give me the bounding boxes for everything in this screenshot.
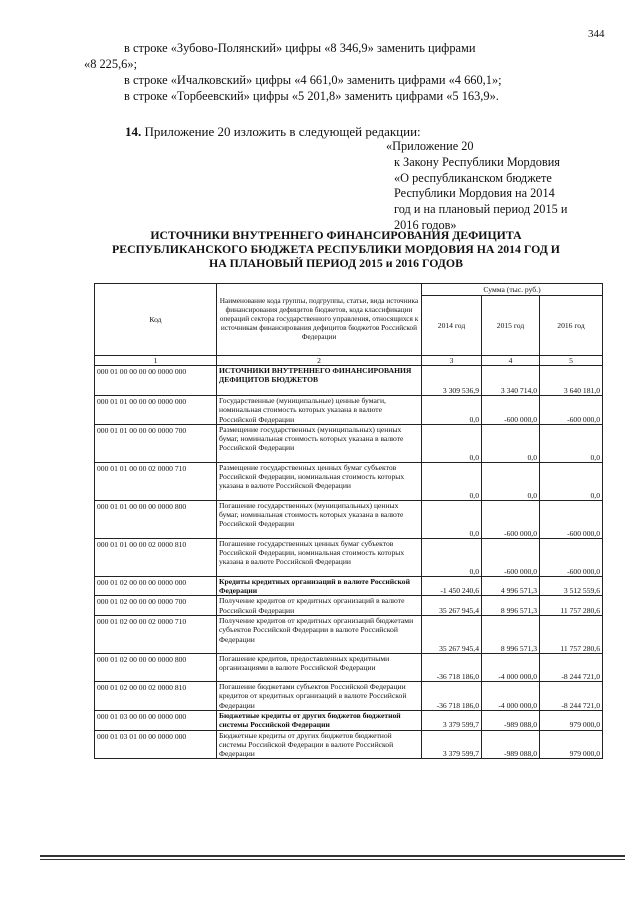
table-row: [95, 462, 603, 500]
appendix-line: 2016 годов»: [394, 217, 457, 232]
row-name: Бюджетные кредиты от других бюджетов бюджетной системы Российской Федерации в валюте Российской Федерации: [217, 730, 422, 759]
row-name: Погашение бюджетами субъектов Российской Федерации кредитов от кредитных организаций в валюте Российской Федерации: [217, 682, 422, 711]
row-value-2016: 3 512 559,6: [540, 576, 603, 596]
appendix-line: «Приложение 20: [386, 139, 474, 153]
row-value-2015: 0,0: [482, 424, 540, 462]
appendix-line: Республики Мордовия на 2014: [394, 186, 555, 201]
row-value-2014: -1 450 240,6: [422, 576, 482, 596]
row-value-2016: -600 000,0: [540, 538, 603, 576]
appendix-line: к Закону Республики Мордовия: [394, 154, 560, 169]
row-value-2015: -600 000,0: [482, 500, 540, 538]
row-value-2015: -600 000,0: [482, 538, 540, 576]
row-name: Погашение государственных ценных бумаг субъектов Российской Федерации, номинальная стоимость которых указана в валюте Российской Федерации: [217, 538, 422, 576]
section-text: Приложение 20 изложить в следующей редакции:: [144, 124, 421, 139]
amendment-text: [84, 40, 584, 104]
section-number: 14.: [125, 124, 142, 139]
row-value-2014: 35 267 945,4: [422, 616, 482, 654]
table-row: [95, 538, 603, 576]
row-value-2015: -989 088,0: [482, 710, 540, 730]
row-name: Кредиты кредитных организаций в валюте Российской Федерации: [217, 576, 422, 596]
row-value-2014: 3 309 536,9: [422, 366, 482, 396]
table-row: [95, 576, 603, 596]
row-value-2016: -600 000,0: [540, 396, 603, 425]
row-code: 000 01 02 00 00 00 0000 700: [95, 596, 217, 616]
table-row: [95, 710, 603, 730]
header-2014: 2014 год: [422, 296, 482, 356]
title-line: НА ПЛАНОВЫЙ ПЕРИОД 2015 и 2016 ГОДОВ: [209, 256, 463, 270]
row-value-2016: -600 000,0: [540, 500, 603, 538]
row-code: 000 01 02 00 00 02 0000 710: [95, 616, 217, 654]
row-code: 000 01 02 00 00 00 0000 800: [95, 654, 217, 682]
column-number: 4: [482, 356, 540, 366]
header-sum: Сумма (тыс. руб.): [422, 284, 603, 296]
table-body: [95, 356, 603, 759]
row-code: 000 01 02 00 00 00 0000 000: [95, 576, 217, 596]
row-code: 000 01 03 00 00 00 0000 000: [95, 710, 217, 730]
row-code: 000 01 00 00 00 00 0000 000: [95, 366, 217, 396]
table-row: [95, 730, 603, 759]
row-name: ИСТОЧНИКИ ВНУТРЕННЕГО ФИНАНСИРОВАНИЯ ДЕФИЦИТОВ БЮДЖЕТОВ: [217, 366, 422, 396]
row-value-2015: -4 000 000,0: [482, 682, 540, 711]
page-number: 344: [588, 28, 605, 40]
column-number: 1: [95, 356, 217, 366]
amendment-line: в строке «Торбеевский» цифры «5 201,8» заменить цифрами «5 163,9».: [124, 89, 499, 103]
row-value-2014: 0,0: [422, 462, 482, 500]
row-name: Получение кредитов от кредитных организаций в валюте Российской Федерации: [217, 596, 422, 616]
row-value-2015: -989 088,0: [482, 730, 540, 759]
row-code: 000 01 01 00 00 00 0000 000: [95, 396, 217, 425]
row-value-2016: 11 757 280,6: [540, 616, 603, 654]
row-value-2015: 8 996 571,3: [482, 616, 540, 654]
table-row: [95, 654, 603, 682]
row-value-2016: -8 244 721,0: [540, 654, 603, 682]
table-row: [95, 366, 603, 396]
row-value-2016: -8 244 721,0: [540, 682, 603, 711]
document-title: [84, 228, 588, 270]
table-row: [95, 682, 603, 711]
row-value-2015: 8 996 571,3: [482, 596, 540, 616]
row-code: 000 01 01 00 00 00 0000 700: [95, 424, 217, 462]
column-number-row: [95, 356, 603, 366]
row-value-2015: 0,0: [482, 462, 540, 500]
row-value-2014: 3 379 599,7: [422, 710, 482, 730]
row-name: Получение кредитов от кредитных организаций бюджетами субъектов Российской Федерации в валюте Российской Федерации: [217, 616, 422, 654]
table-row: [95, 424, 603, 462]
column-number: 2: [217, 356, 422, 366]
row-code: 000 01 01 00 00 02 0000 710: [95, 462, 217, 500]
column-number: 3: [422, 356, 482, 366]
amendment-line: в строке «Зубово-Полянский» цифры «8 346,9» заменить цифрами: [124, 41, 476, 55]
row-value-2014: 0,0: [422, 424, 482, 462]
amendment-line: «8 225,6»;: [84, 57, 138, 71]
row-value-2014: 0,0: [422, 538, 482, 576]
row-value-2016: 0,0: [540, 424, 603, 462]
title-line: ИСТОЧНИКИ ВНУТРЕННЕГО ФИНАНСИРОВАНИЯ ДЕФИЦИТА: [150, 228, 522, 242]
row-value-2014: 0,0: [422, 500, 482, 538]
header-code: Код: [95, 284, 217, 356]
row-name: Размещение государственных ценных бумаг субъектов Российской Федерации, номинальная стоимость которых указана в валюте Российской Федерации: [217, 462, 422, 500]
row-value-2016: 979 000,0: [540, 730, 603, 759]
header-name: Наименование кода группы, подгруппы, статьи, вида источника финансирования дефицитов бюджетов, кода классификации операций сектора государственного управления, относящихся к источникам финансирования дефицитов бюджетов Российской Федерации: [217, 284, 422, 356]
row-name: Погашение кредитов, предоставленных кредитными организациями в валюте Российской Федерации: [217, 654, 422, 682]
bottom-rule-thin: [40, 859, 625, 860]
row-code: 000 01 01 00 00 00 0000 800: [95, 500, 217, 538]
row-name: Погашение государственных (муниципальных) ценных бумаг, номинальная стоимость которых указана в валюте Российской Федерации: [217, 500, 422, 538]
row-name: Бюджетные кредиты от других бюджетов бюджетной системы Российской Федерации: [217, 710, 422, 730]
appendix-reference: [386, 139, 601, 234]
row-value-2016: 979 000,0: [540, 710, 603, 730]
row-value-2014: 3 379 599,7: [422, 730, 482, 759]
row-value-2016: 0,0: [540, 462, 603, 500]
row-value-2016: 3 640 181,0: [540, 366, 603, 396]
row-value-2014: -36 718 186,0: [422, 682, 482, 711]
amendment-line: в строке «Ичалковский» цифры «4 661,0» заменить цифрами «4 660,1»;: [124, 73, 502, 87]
financing-table-wrapper: [94, 283, 603, 759]
row-value-2014: -36 718 186,0: [422, 654, 482, 682]
title-line: РЕСПУБЛИКАНСКОГО БЮДЖЕТА РЕСПУБЛИКИ МОРДОВИЯ НА 2014 ГОД И: [112, 242, 560, 256]
row-code: 000 01 03 01 00 00 0000 000: [95, 730, 217, 759]
row-code: 000 01 02 00 00 02 0000 810: [95, 682, 217, 711]
row-value-2015: 3 340 714,0: [482, 366, 540, 396]
row-value-2014: 35 267 945,4: [422, 596, 482, 616]
header-2015: 2015 год: [482, 296, 540, 356]
table-row: [95, 500, 603, 538]
appendix-line: «О республиканском бюджете: [394, 170, 552, 185]
table-row: [95, 616, 603, 654]
row-value-2015: -600 000,0: [482, 396, 540, 425]
row-name: Государственные (муниципальные) ценные бумаги, номинальная стоимость которых указана в валюте Российской Федерации: [217, 396, 422, 425]
bottom-rule: [40, 855, 625, 857]
row-value-2016: 11 757 280,6: [540, 596, 603, 616]
header-2016: 2016 год: [540, 296, 603, 356]
row-value-2015: 4 996 571,3: [482, 576, 540, 596]
column-number: 5: [540, 356, 603, 366]
row-code: 000 01 01 00 00 02 0000 810: [95, 538, 217, 576]
financing-sources-table: [94, 283, 603, 759]
row-name: Размещение государственных (муниципальных) ценных бумаг, номинальная стоимость которых указана в валюте Российской Федерации: [217, 424, 422, 462]
table-row: [95, 396, 603, 425]
section-heading: [125, 124, 421, 140]
row-value-2015: -4 000 000,0: [482, 654, 540, 682]
table-row: [95, 596, 603, 616]
appendix-line: год и на плановый период 2015 и: [394, 202, 568, 217]
row-value-2014: 0,0: [422, 396, 482, 425]
